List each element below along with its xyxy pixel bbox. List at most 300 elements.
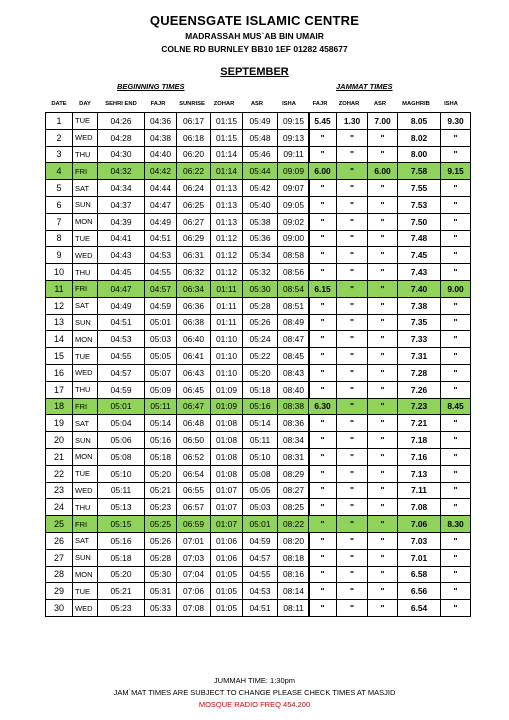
- day-cell: THU: [73, 381, 98, 398]
- zohar-jammat-cell: ": [337, 314, 368, 331]
- date-cell: 21: [46, 448, 73, 465]
- fajr-jammat-cell: ": [309, 516, 337, 533]
- sunrise-cell: 06:17: [177, 113, 211, 130]
- zohar-begin-cell: 01:08: [211, 465, 243, 482]
- fajr-jammat-cell: ": [309, 600, 337, 617]
- day-row-jammat: [309, 230, 471, 247]
- asr-jammat-cell: ": [368, 549, 398, 566]
- fajr-jammat-cell: ": [309, 129, 337, 146]
- date-cell: 24: [46, 499, 73, 516]
- maghrib-jammat-cell: 7.58: [398, 163, 441, 180]
- asr-begin-cell: 05:11: [243, 432, 278, 449]
- sunrise-cell: 06:41: [177, 348, 211, 365]
- day-cell: THU: [73, 499, 98, 516]
- asr-jammat-cell: ": [368, 566, 398, 583]
- zohar-begin-cell: 01:14: [211, 146, 243, 163]
- zohar-begin-cell: 01:07: [211, 499, 243, 516]
- day-row-jammat: [309, 381, 471, 398]
- maghrib-jammat-cell: 7.11: [398, 482, 441, 499]
- asr-jammat-cell: ": [368, 600, 398, 617]
- asr-jammat-cell: ": [368, 180, 398, 197]
- sehri-end-cell: 04:55: [98, 348, 145, 365]
- fajr-begin-cell: 05:33: [145, 600, 177, 617]
- sunrise-cell: 06:18: [177, 129, 211, 146]
- day-cell: WED: [73, 129, 98, 146]
- asr-begin-cell: 05:16: [243, 398, 278, 415]
- isha-jammat-cell: ": [441, 549, 471, 566]
- isha-jammat-cell: ": [441, 297, 471, 314]
- asr-jammat-cell: ": [368, 398, 398, 415]
- zohar-jammat-cell: ": [337, 398, 368, 415]
- zohar-jammat-cell: ": [337, 381, 368, 398]
- col-header-zohar: ZOHAR: [213, 101, 235, 107]
- isha-begin-cell: 09:00: [278, 230, 310, 247]
- fajr-jammat-cell: ": [309, 583, 337, 600]
- isha-jammat-cell: 9.00: [441, 280, 471, 297]
- sunrise-cell: 06:50: [177, 432, 211, 449]
- zohar-begin-cell: 01:06: [211, 532, 243, 549]
- day-cell: MON: [73, 566, 98, 583]
- day-cell: WED: [73, 600, 98, 617]
- zohar-jammat-cell: ": [337, 163, 368, 180]
- day-row-beginning: [46, 314, 310, 331]
- day-row-jammat: [309, 432, 471, 449]
- isha-jammat-cell: 9.15: [441, 163, 471, 180]
- maghrib-jammat-cell: 7.53: [398, 196, 441, 213]
- fajr-begin-cell: 05:26: [145, 532, 177, 549]
- isha-begin-cell: 08:14: [278, 583, 310, 600]
- day-row-jammat: [309, 583, 471, 600]
- fajr-begin-cell: 04:47: [145, 196, 177, 213]
- sehri-end-cell: 04:32: [98, 163, 145, 180]
- zohar-jammat-cell: ": [337, 280, 368, 297]
- sunrise-cell: 06:34: [177, 280, 211, 297]
- col-header-jammat-maghrib: MAGHRIB: [402, 101, 430, 107]
- day-cell: TUE: [73, 230, 98, 247]
- asr-begin-cell: 05:30: [243, 280, 278, 297]
- isha-begin-cell: 08:40: [278, 381, 310, 398]
- sehri-end-cell: 04:59: [98, 381, 145, 398]
- isha-begin-cell: 08:16: [278, 566, 310, 583]
- zohar-jammat-cell: ": [337, 129, 368, 146]
- date-cell: 13: [46, 314, 73, 331]
- fajr-jammat-cell: ": [309, 532, 337, 549]
- day-row-jammat: [309, 264, 471, 281]
- isha-begin-cell: 08:36: [278, 415, 310, 432]
- maghrib-jammat-cell: 8.02: [398, 129, 441, 146]
- asr-jammat-cell: ": [368, 331, 398, 348]
- isha-begin-cell: 08:22: [278, 516, 310, 533]
- asr-begin-cell: 05:01: [243, 516, 278, 533]
- day-row-beginning: [46, 532, 310, 549]
- day-row-jammat: [309, 129, 471, 146]
- sunrise-cell: 06:38: [177, 314, 211, 331]
- asr-begin-cell: 05:03: [243, 499, 278, 516]
- date-cell: 10: [46, 264, 73, 281]
- sunrise-cell: 06:54: [177, 465, 211, 482]
- fajr-jammat-cell: 5.45: [309, 113, 337, 130]
- sehri-end-cell: 05:21: [98, 583, 145, 600]
- asr-begin-cell: 05:26: [243, 314, 278, 331]
- day-row-beginning: [46, 213, 310, 230]
- isha-begin-cell: 08:29: [278, 465, 310, 482]
- asr-begin-cell: 05:42: [243, 180, 278, 197]
- sehri-end-cell: 04:37: [98, 196, 145, 213]
- zohar-jammat-cell: ": [337, 146, 368, 163]
- isha-begin-cell: 08:31: [278, 448, 310, 465]
- maghrib-jammat-cell: 7.40: [398, 280, 441, 297]
- isha-jammat-cell: ": [441, 264, 471, 281]
- asr-jammat-cell: ": [368, 280, 398, 297]
- asr-jammat-cell: ": [368, 314, 398, 331]
- day-row-jammat: [309, 364, 471, 381]
- zohar-jammat-cell: ": [337, 415, 368, 432]
- sehri-end-cell: 05:01: [98, 398, 145, 415]
- zohar-begin-cell: 01:15: [211, 129, 243, 146]
- isha-begin-cell: 08:27: [278, 482, 310, 499]
- isha-begin-cell: 08:34: [278, 432, 310, 449]
- day-row-beginning: [46, 600, 310, 617]
- fajr-jammat-cell: ": [309, 213, 337, 230]
- fajr-jammat-cell: ": [309, 180, 337, 197]
- centre-title: QUEENSGATE ISLAMIC CENTRE: [149, 13, 360, 28]
- sunrise-cell: 07:04: [177, 566, 211, 583]
- fajr-jammat-cell: ": [309, 331, 337, 348]
- isha-jammat-cell: ": [441, 196, 471, 213]
- sunrise-cell: 06:29: [177, 230, 211, 247]
- isha-jammat-cell: ": [441, 600, 471, 617]
- sunrise-cell: 06:45: [177, 381, 211, 398]
- asr-jammat-cell: ": [368, 297, 398, 314]
- isha-jammat-cell: ": [441, 482, 471, 499]
- sunrise-cell: 06:24: [177, 180, 211, 197]
- day-row-beginning: [46, 247, 310, 264]
- date-cell: 27: [46, 549, 73, 566]
- maghrib-jammat-cell: 7.06: [398, 516, 441, 533]
- fajr-begin-cell: 04:38: [145, 129, 177, 146]
- maghrib-jammat-cell: 7.03: [398, 532, 441, 549]
- zohar-jammat-cell: ": [337, 532, 368, 549]
- day-cell: SUN: [73, 314, 98, 331]
- day-row-beginning: [46, 398, 310, 415]
- zohar-jammat-cell: 1.30: [337, 113, 368, 130]
- date-cell: 1: [46, 113, 73, 130]
- sunrise-cell: 07:01: [177, 532, 211, 549]
- zohar-jammat-cell: ": [337, 516, 368, 533]
- col-header-asr: ASR: [250, 101, 264, 107]
- fajr-begin-cell: 05:09: [145, 381, 177, 398]
- day-row-beginning: [46, 364, 310, 381]
- zohar-jammat-cell: ": [337, 297, 368, 314]
- col-header-day: DAY: [79, 101, 91, 107]
- asr-jammat-cell: 6.00: [368, 163, 398, 180]
- col-header-sehri-end: SEHRI END: [105, 101, 137, 107]
- asr-jammat-cell: ": [368, 532, 398, 549]
- day-row-beginning: [46, 448, 310, 465]
- fajr-begin-cell: 04:49: [145, 213, 177, 230]
- fajr-begin-cell: 04:36: [145, 113, 177, 130]
- sunrise-cell: 06:40: [177, 331, 211, 348]
- asr-jammat-cell: ": [368, 432, 398, 449]
- day-row-beginning: [46, 180, 310, 197]
- asr-jammat-cell: ": [368, 482, 398, 499]
- date-cell: 4: [46, 163, 73, 180]
- day-row-beginning: [46, 297, 310, 314]
- day-row-beginning: [46, 549, 310, 566]
- sunrise-cell: 06:31: [177, 247, 211, 264]
- asr-begin-cell: 05:14: [243, 415, 278, 432]
- sehri-end-cell: 05:11: [98, 482, 145, 499]
- maghrib-jammat-cell: 6.54: [398, 600, 441, 617]
- zohar-begin-cell: 01:07: [211, 516, 243, 533]
- col-header-sunrise: SUNRISE: [179, 101, 205, 107]
- sehri-end-cell: 04:41: [98, 230, 145, 247]
- asr-begin-cell: 05:08: [243, 465, 278, 482]
- sehri-end-cell: 05:16: [98, 532, 145, 549]
- asr-begin-cell: 05:38: [243, 213, 278, 230]
- fajr-jammat-cell: ": [309, 381, 337, 398]
- fajr-begin-cell: 04:55: [145, 264, 177, 281]
- zohar-jammat-cell: ": [337, 264, 368, 281]
- day-row-jammat: [309, 482, 471, 499]
- fajr-begin-cell: 05:16: [145, 432, 177, 449]
- isha-jammat-cell: 9.30: [441, 113, 471, 130]
- isha-jammat-cell: ": [441, 448, 471, 465]
- day-cell: TUE: [73, 583, 98, 600]
- maghrib-jammat-cell: 7.43: [398, 264, 441, 281]
- day-row-beginning: [46, 348, 310, 365]
- sehri-end-cell: 04:26: [98, 113, 145, 130]
- isha-jammat-cell: ": [441, 381, 471, 398]
- zohar-begin-cell: 01:09: [211, 398, 243, 415]
- day-cell: WED: [73, 364, 98, 381]
- day-cell: MON: [73, 331, 98, 348]
- sehri-end-cell: 04:30: [98, 146, 145, 163]
- day-row-jammat: [309, 196, 471, 213]
- sunrise-cell: 06:55: [177, 482, 211, 499]
- day-cell: WED: [73, 482, 98, 499]
- day-row-beginning: [46, 381, 310, 398]
- month-title: SEPTEMBER: [220, 66, 289, 78]
- zohar-jammat-cell: ": [337, 331, 368, 348]
- fajr-begin-cell: 05:01: [145, 314, 177, 331]
- date-cell: 23: [46, 482, 73, 499]
- zohar-jammat-cell: ": [337, 549, 368, 566]
- fajr-jammat-cell: ": [309, 482, 337, 499]
- isha-begin-cell: 09:13: [278, 129, 310, 146]
- sunrise-cell: 06:57: [177, 499, 211, 516]
- maghrib-jammat-cell: 7.01: [398, 549, 441, 566]
- maghrib-jammat-cell: 7.35: [398, 314, 441, 331]
- fajr-begin-cell: 05:20: [145, 465, 177, 482]
- asr-begin-cell: 04:57: [243, 549, 278, 566]
- day-cell: SAT: [73, 415, 98, 432]
- fajr-begin-cell: 05:03: [145, 331, 177, 348]
- asr-jammat-cell: ": [368, 247, 398, 264]
- maghrib-jammat-cell: 8.05: [398, 113, 441, 130]
- zohar-jammat-cell: ": [337, 213, 368, 230]
- day-cell: TUE: [73, 348, 98, 365]
- sehri-end-cell: 05:18: [98, 549, 145, 566]
- sunrise-cell: 07:08: [177, 600, 211, 617]
- day-cell: TUE: [73, 113, 98, 130]
- zohar-begin-cell: 01:13: [211, 213, 243, 230]
- maghrib-jammat-cell: 7.18: [398, 432, 441, 449]
- zohar-jammat-cell: ": [337, 348, 368, 365]
- date-cell: 2: [46, 129, 73, 146]
- asr-begin-cell: 05:28: [243, 297, 278, 314]
- jummah-time: JUMMAH TIME: 1:30pm: [213, 676, 296, 685]
- date-cell: 9: [46, 247, 73, 264]
- day-row-jammat: [309, 465, 471, 482]
- sunrise-cell: 06:43: [177, 364, 211, 381]
- asr-begin-cell: 05:48: [243, 129, 278, 146]
- zohar-begin-cell: 01:05: [211, 583, 243, 600]
- isha-begin-cell: 08:54: [278, 280, 310, 297]
- asr-jammat-cell: ": [368, 583, 398, 600]
- isha-jammat-cell: 8.45: [441, 398, 471, 415]
- day-cell: MON: [73, 213, 98, 230]
- sunrise-cell: 06:25: [177, 196, 211, 213]
- isha-begin-cell: 08:11: [278, 600, 310, 617]
- asr-jammat-cell: ": [368, 415, 398, 432]
- fajr-begin-cell: 05:28: [145, 549, 177, 566]
- asr-begin-cell: 05:46: [243, 146, 278, 163]
- fajr-begin-cell: 05:07: [145, 364, 177, 381]
- zohar-begin-cell: 01:10: [211, 348, 243, 365]
- fajr-jammat-cell: ": [309, 146, 337, 163]
- day-row-jammat: [309, 600, 471, 617]
- date-cell: 25: [46, 516, 73, 533]
- fajr-jammat-cell: 6.00: [309, 163, 337, 180]
- fajr-jammat-cell: ": [309, 264, 337, 281]
- fajr-jammat-cell: ": [309, 348, 337, 365]
- day-cell: WED: [73, 247, 98, 264]
- maghrib-jammat-cell: 6.56: [398, 583, 441, 600]
- isha-begin-cell: 09:02: [278, 213, 310, 230]
- asr-begin-cell: 05:44: [243, 163, 278, 180]
- isha-jammat-cell: ": [441, 415, 471, 432]
- fajr-begin-cell: 05:21: [145, 482, 177, 499]
- sunrise-cell: 06:22: [177, 163, 211, 180]
- day-row-jammat: [309, 532, 471, 549]
- isha-jammat-cell: ": [441, 348, 471, 365]
- maghrib-jammat-cell: 7.16: [398, 448, 441, 465]
- zohar-jammat-cell: ": [337, 230, 368, 247]
- day-row-jammat: [309, 113, 471, 130]
- zohar-jammat-cell: ": [337, 196, 368, 213]
- asr-begin-cell: 05:24: [243, 331, 278, 348]
- asr-begin-cell: 05:32: [243, 264, 278, 281]
- isha-begin-cell: 09:07: [278, 180, 310, 197]
- zohar-begin-cell: 01:11: [211, 280, 243, 297]
- col-header-jammat-zohar: ZOHAR: [338, 101, 360, 107]
- day-row-beginning: [46, 331, 310, 348]
- beginning-times-heading: BEGINNING TIMES: [117, 82, 185, 91]
- asr-begin-cell: 04:53: [243, 583, 278, 600]
- isha-begin-cell: 08:20: [278, 532, 310, 549]
- isha-jammat-cell: ": [441, 364, 471, 381]
- sunrise-cell: 06:52: [177, 448, 211, 465]
- date-cell: 20: [46, 432, 73, 449]
- day-cell: FRI: [73, 516, 98, 533]
- zohar-jammat-cell: ": [337, 566, 368, 583]
- asr-begin-cell: 04:51: [243, 600, 278, 617]
- isha-begin-cell: 08:18: [278, 549, 310, 566]
- sehri-end-cell: 05:06: [98, 432, 145, 449]
- day-row-beginning: [46, 264, 310, 281]
- isha-begin-cell: 09:15: [278, 113, 310, 130]
- fajr-jammat-cell: ": [309, 314, 337, 331]
- col-header-date: DATE: [51, 101, 67, 107]
- col-header-jammat-fajr: FAJR: [312, 101, 328, 107]
- fajr-begin-cell: 05:14: [145, 415, 177, 432]
- day-row-beginning: [46, 482, 310, 499]
- date-cell: 22: [46, 465, 73, 482]
- fajr-begin-cell: 04:40: [145, 146, 177, 163]
- fajr-jammat-cell: 6.30: [309, 398, 337, 415]
- fajr-begin-cell: 05:31: [145, 583, 177, 600]
- day-row-jammat: [309, 146, 471, 163]
- jammat-notice: JAM`MAT TIMES ARE SUBJECT TO CHANGE PLEASE CHECK TIMES AT MASJID: [113, 688, 396, 697]
- asr-begin-cell: 04:55: [243, 566, 278, 583]
- day-cell: SUN: [73, 432, 98, 449]
- day-row-jammat: [309, 549, 471, 566]
- zohar-begin-cell: 01:08: [211, 432, 243, 449]
- maghrib-jammat-cell: 8.00: [398, 146, 441, 163]
- day-row-jammat: [309, 180, 471, 197]
- sunrise-cell: 07:03: [177, 549, 211, 566]
- day-row-jammat: [309, 415, 471, 432]
- day-row-jammat: [309, 448, 471, 465]
- fajr-jammat-cell: 6.15: [309, 280, 337, 297]
- asr-begin-cell: 05:22: [243, 348, 278, 365]
- fajr-jammat-cell: ": [309, 549, 337, 566]
- maghrib-jammat-cell: 7.13: [398, 465, 441, 482]
- zohar-jammat-cell: ": [337, 448, 368, 465]
- asr-jammat-cell: ": [368, 499, 398, 516]
- asr-jammat-cell: ": [368, 213, 398, 230]
- fajr-jammat-cell: ": [309, 566, 337, 583]
- sehri-end-cell: 05:10: [98, 465, 145, 482]
- day-row-beginning: [46, 280, 310, 297]
- maghrib-jammat-cell: 7.08: [398, 499, 441, 516]
- date-cell: 28: [46, 566, 73, 583]
- sunrise-cell: 06:32: [177, 264, 211, 281]
- sehri-end-cell: 04:43: [98, 247, 145, 264]
- isha-jammat-cell: ": [441, 180, 471, 197]
- date-cell: 29: [46, 583, 73, 600]
- isha-jammat-cell: ": [441, 146, 471, 163]
- fajr-jammat-cell: ": [309, 415, 337, 432]
- zohar-begin-cell: 01:05: [211, 566, 243, 583]
- day-row-beginning: [46, 583, 310, 600]
- isha-jammat-cell: ": [441, 465, 471, 482]
- asr-jammat-cell: ": [368, 129, 398, 146]
- zohar-begin-cell: 01:12: [211, 230, 243, 247]
- sehri-end-cell: 04:49: [98, 297, 145, 314]
- maghrib-jammat-cell: 7.55: [398, 180, 441, 197]
- fajr-begin-cell: 05:25: [145, 516, 177, 533]
- day-cell: FRI: [73, 163, 98, 180]
- sunrise-cell: 06:59: [177, 516, 211, 533]
- date-cell: 15: [46, 348, 73, 365]
- isha-begin-cell: 08:56: [278, 264, 310, 281]
- asr-jammat-cell: 7.00: [368, 113, 398, 130]
- day-row-beginning: [46, 163, 310, 180]
- isha-begin-cell: 09:11: [278, 146, 310, 163]
- day-row-jammat: [309, 566, 471, 583]
